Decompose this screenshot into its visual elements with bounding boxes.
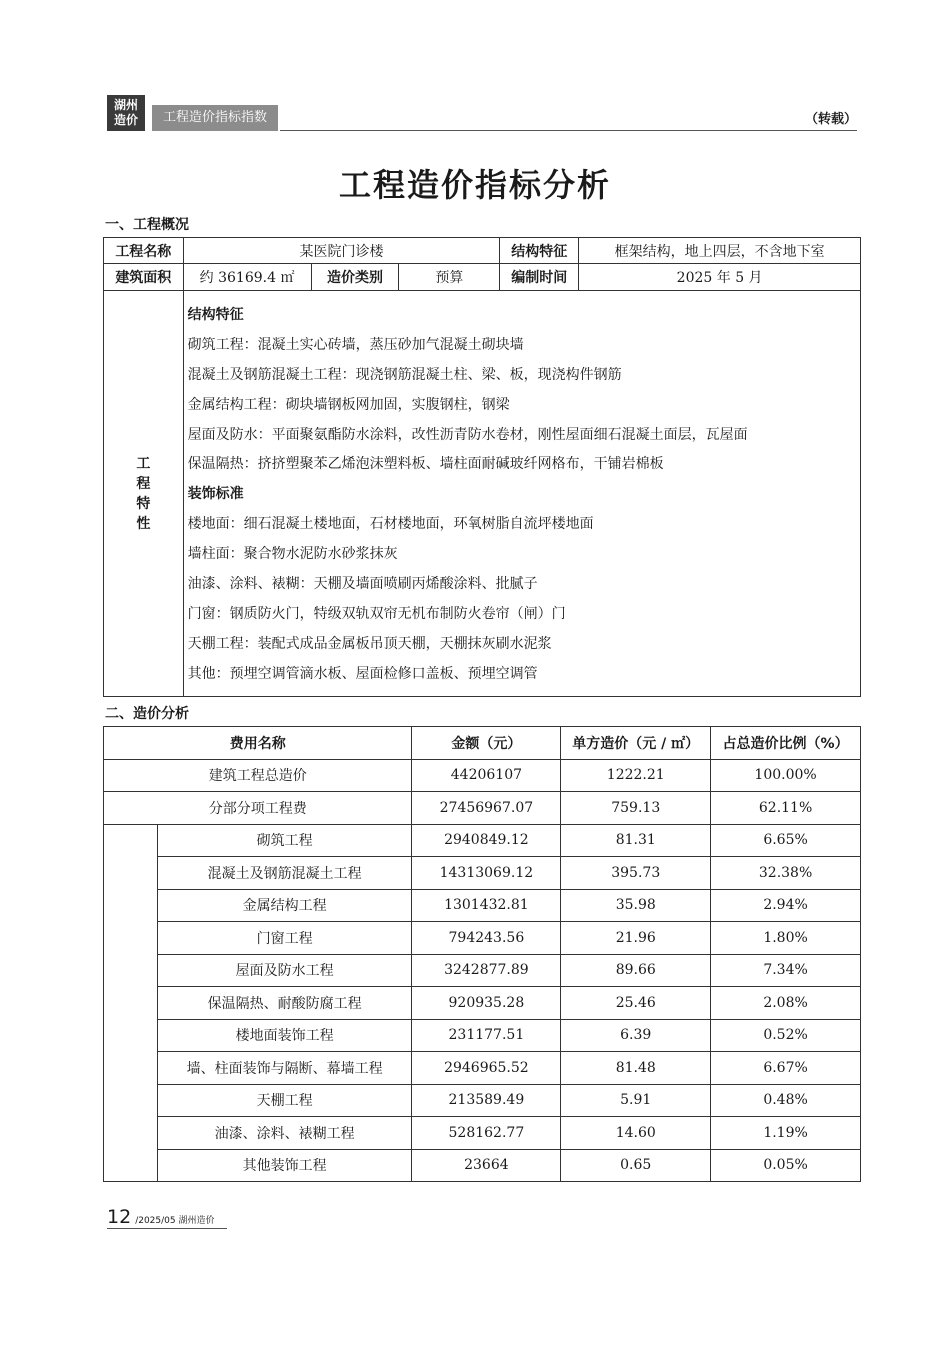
percentage: 6.65% — [711, 824, 861, 857]
cost-item-row — [104, 1052, 861, 1085]
percentage: 0.48% — [711, 1084, 861, 1117]
amount: 14313069.12 — [412, 857, 561, 890]
features-cell — [183, 291, 860, 697]
amount: 1301432.81 — [412, 889, 561, 922]
unit-cost: 0.65 — [561, 1149, 711, 1182]
features-label — [136, 454, 150, 534]
unit-cost: 1222.21 — [561, 759, 711, 792]
unit-cost: 5.91 — [561, 1084, 711, 1117]
section-tab: 工程造价指标指数 — [152, 105, 278, 131]
unit-cost: 25.46 — [561, 987, 711, 1020]
feature-line: 墙柱面：聚合物水泥防水砂浆抹灰 — [187, 546, 398, 563]
amount: 528162.77 — [412, 1117, 561, 1150]
page-title: 工程造价指标分析 — [338, 166, 611, 204]
cost-item-row — [104, 1117, 861, 1150]
group-blank-cell — [104, 824, 158, 1182]
cost-item-row — [104, 1149, 861, 1182]
features-label-char: 程 — [136, 475, 151, 492]
reprint-label: （转载） — [805, 112, 858, 127]
overview-table — [103, 237, 861, 697]
feature-line: 楼地面：细石混凝土楼地面，石材楼地面，环氧树脂自流坪楼地面 — [187, 516, 594, 533]
area-value: 约 36169.4 ㎡ — [183, 264, 311, 291]
column-header: 费用名称 — [104, 727, 412, 760]
area-label: 建筑面积 — [104, 264, 184, 291]
unit-cost: 395.73 — [561, 857, 711, 890]
cost-type-value: 预算 — [399, 264, 500, 291]
item-name: 油漆、涂料、裱糊工程 — [157, 1117, 412, 1150]
amount: 23664 — [412, 1149, 561, 1182]
cost-item-row — [104, 922, 861, 955]
item-name: 其他装饰工程 — [157, 1149, 412, 1182]
cost-item-row — [104, 857, 861, 890]
unit-cost: 89.66 — [561, 954, 711, 987]
column-header: 占总造价比例（%） — [711, 727, 861, 760]
footer-rule — [107, 1228, 227, 1229]
amount: 794243.56 — [412, 922, 561, 955]
name-label: 工程名称 — [104, 238, 184, 264]
unit-cost: 81.48 — [561, 1052, 711, 1085]
item-name: 混凝土及钢筋混凝土工程 — [157, 857, 412, 890]
cost-item-row — [104, 954, 861, 987]
structure-label: 结构特征 — [500, 238, 579, 264]
features-label-char: 工 — [136, 455, 151, 472]
amount: 213589.49 — [412, 1084, 561, 1117]
percentage: 62.11% — [711, 792, 861, 825]
structure-value: 框架结构，地上四层，不含地下室 — [579, 238, 861, 264]
feature-line: 砌筑工程：混凝土实心砖墙，蒸压砂加气混凝土砌块墙 — [187, 336, 524, 353]
percentage: 1.19% — [711, 1117, 861, 1150]
feature-line: 天棚工程：装配式成品金属板吊顶天棚，天棚抹灰刷水泥浆 — [187, 635, 552, 652]
feature-line: 金属结构工程：砌块墙钢板网加固，实腹钢柱，钢梁 — [187, 396, 510, 413]
amount: 2940849.12 — [412, 824, 561, 857]
item-name: 分部分项工程费 — [104, 792, 412, 825]
percentage: 7.34% — [711, 954, 861, 987]
date-value: 2025 年 5 月 — [579, 264, 861, 291]
feature-heading-structure: 结构特征 — [187, 307, 244, 323]
percentage: 1.80% — [711, 922, 861, 955]
column-header: 金额（元） — [412, 727, 561, 760]
percentage: 2.08% — [711, 987, 861, 1020]
cost-item-row — [104, 889, 861, 922]
percentage: 32.38% — [711, 857, 861, 890]
item-name: 楼地面装饰工程 — [157, 1019, 412, 1052]
amount: 3242877.89 — [412, 954, 561, 987]
unit-cost: 81.31 — [561, 824, 711, 857]
amount: 2946965.52 — [412, 1052, 561, 1085]
logo-line-1: 湖州 — [113, 98, 138, 112]
item-name: 墙、柱面装饰与隔断、幕墙工程 — [157, 1052, 412, 1085]
name-value: 某医院门诊楼 — [183, 238, 500, 264]
feature-heading-decoration: 装饰标准 — [187, 486, 244, 503]
item-name: 天棚工程 — [157, 1084, 412, 1117]
percentage: 100.00% — [711, 759, 861, 792]
item-name: 金属结构工程 — [157, 889, 412, 922]
page-footer — [107, 1206, 214, 1228]
date-label: 编制时间 — [500, 264, 579, 291]
feature-line: 混凝土及钢筋混凝土工程：现浇钢筋混凝土柱、梁、板，现浇构件钢筋 — [187, 366, 622, 383]
unit-cost: 21.96 — [561, 922, 711, 955]
unit-cost: 6.39 — [561, 1019, 711, 1052]
column-header: 单方造价（元 / ㎡） — [561, 727, 711, 760]
logo-line-2: 造价 — [113, 113, 138, 127]
unit-cost: 35.98 — [561, 889, 711, 922]
item-name: 保温隔热、耐酸防腐工程 — [157, 987, 412, 1020]
unit-cost: 14.60 — [561, 1117, 711, 1150]
feature-line: 其他：预埋空调管滴水板、屋面检修口盖板、预埋空调管 — [187, 665, 538, 682]
cost-item-row — [104, 824, 861, 857]
feature-line: 屋面及防水：平面聚氨酯防水涂料，改性沥青防水卷材，刚性屋面细石混凝土面层，瓦屋面 — [187, 426, 748, 443]
amount: 27456967.07 — [412, 792, 561, 825]
feature-line: 保温隔热：挤挤塑聚苯乙烯泡沫塑料板、墙柱面耐碱玻纤网格布，干铺岩棉板 — [187, 456, 664, 473]
unit-cost: 759.13 — [561, 792, 711, 825]
item-name: 砌筑工程 — [157, 824, 412, 857]
features-label-char: 性 — [136, 515, 151, 532]
feature-line: 门窗：钢质防火门，特级双轨双帘无机布制防火卷帘（闸）门 — [187, 605, 566, 622]
cost-heading: 二、造价分析 — [105, 706, 189, 722]
cost-item-row — [104, 987, 861, 1020]
percentage: 6.67% — [711, 1052, 861, 1085]
features-label-cell — [104, 291, 184, 697]
issue-label: /2025/05 湖州造价 — [135, 1216, 215, 1226]
total-row — [104, 759, 861, 792]
cost-table — [103, 726, 861, 1182]
feature-line: 油漆、涂料、裱糊：天棚及墙面喷刷丙烯酸涂料、批腻子 — [187, 576, 538, 593]
cost-header-row — [104, 727, 861, 760]
item-name: 屋面及防水工程 — [157, 954, 412, 987]
percentage: 0.05% — [711, 1149, 861, 1182]
cost-item-row — [104, 1019, 861, 1052]
item-name: 门窗工程 — [157, 922, 412, 955]
subtotal-row — [104, 792, 861, 825]
overview-heading: 一、工程概况 — [105, 217, 189, 233]
header-rule — [280, 130, 857, 131]
amount: 231177.51 — [412, 1019, 561, 1052]
amount: 44206107 — [412, 759, 561, 792]
features-label-char: 特 — [136, 495, 151, 512]
percentage: 2.94% — [711, 889, 861, 922]
magazine-logo — [107, 95, 145, 131]
page-number: 12 — [107, 1206, 132, 1228]
item-name: 建筑工程总造价 — [104, 759, 412, 792]
percentage: 0.52% — [711, 1019, 861, 1052]
cost-type-label: 造价类别 — [311, 264, 399, 291]
amount: 920935.28 — [412, 987, 561, 1020]
cost-item-row — [104, 1084, 861, 1117]
